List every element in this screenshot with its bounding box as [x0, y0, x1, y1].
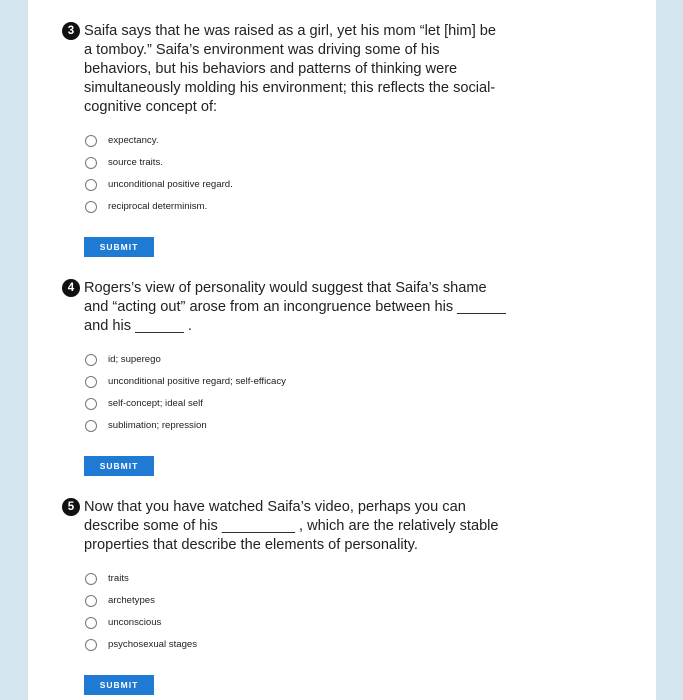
submit-button-question-3[interactable]: SUBMIT	[84, 237, 154, 257]
option-unconditional-positive-regard-self-efficacy[interactable]	[84, 371, 656, 393]
question-3-options	[28, 130, 656, 218]
radio-button[interactable]	[85, 157, 97, 169]
option-expectancy[interactable]	[84, 130, 656, 152]
option-label: sublimation; repression	[108, 420, 207, 431]
question-number-badge: 4	[62, 279, 80, 297]
option-label: id; superego	[108, 354, 161, 365]
radio-button[interactable]	[85, 595, 97, 607]
option-label: unconditional positive regard; self-efficacy	[108, 376, 286, 387]
submit-button-question-5[interactable]: SUBMIT	[84, 675, 154, 695]
option-label: source traits.	[108, 157, 163, 168]
option-label: psychosexual stages	[108, 639, 198, 650]
question-number-badge: 3	[62, 22, 80, 40]
option-self-concept-ideal-self[interactable]	[84, 393, 656, 415]
option-label: expectancy.	[108, 135, 159, 146]
question-3-header	[28, 22, 656, 117]
option-psychosexual-stages[interactable]	[84, 634, 656, 656]
question-5	[28, 498, 656, 695]
question-5-options	[28, 568, 656, 656]
question-3-prompt: Saifa says that he was raised as a girl, yet his mom “let [him] be a tomboy.” Saifa’s environment was driving some of his behaviors, but his behaviors and patterns of thinking were simultaneously molding his environment; this reflects the social-cognitive concept of:	[84, 23, 497, 115]
option-label: traits	[108, 573, 129, 584]
radio-button[interactable]	[85, 617, 97, 629]
option-reciprocal-determinism[interactable]	[84, 196, 656, 218]
option-source-traits[interactable]	[84, 152, 656, 174]
option-label: reciprocal determinism.	[108, 201, 208, 212]
question-4-prompt: Rogers’s view of personality would suggest that Saifa’s shame and “acting out” arose from an incongruence between his ______ and his ______ .	[84, 280, 506, 334]
question-4-options	[28, 349, 656, 437]
question-number-badge: 5	[62, 498, 80, 516]
question-5-header	[28, 498, 656, 555]
quiz-page	[28, 0, 656, 700]
radio-button[interactable]	[85, 420, 97, 432]
option-unconditional-positive-regard[interactable]	[84, 174, 656, 196]
question-4	[28, 279, 656, 476]
option-label: unconscious	[108, 617, 162, 628]
radio-button[interactable]	[85, 573, 97, 585]
radio-button[interactable]	[85, 398, 97, 410]
option-id-superego[interactable]	[84, 349, 656, 371]
question-4-header	[28, 279, 656, 336]
question-5-prompt: Now that you have watched Saifa’s video, perhaps you can describe some of his _________ , which are the relatively stable properties that describe the elements of personality.	[84, 499, 499, 553]
option-traits[interactable]	[84, 568, 656, 590]
question-3	[28, 22, 656, 257]
option-label: unconditional positive regard.	[108, 179, 233, 190]
option-label: self-concept; ideal self	[108, 398, 203, 409]
radio-button[interactable]	[85, 179, 97, 191]
option-label: archetypes	[108, 595, 155, 606]
submit-button-question-4[interactable]: SUBMIT	[84, 456, 154, 476]
option-sublimation-repression[interactable]	[84, 415, 656, 437]
radio-button[interactable]	[85, 376, 97, 388]
radio-button[interactable]	[85, 639, 97, 651]
radio-button[interactable]	[85, 201, 97, 213]
option-archetypes[interactable]	[84, 590, 656, 612]
option-unconscious[interactable]	[84, 612, 656, 634]
radio-button[interactable]	[85, 354, 97, 366]
radio-button[interactable]	[85, 135, 97, 147]
